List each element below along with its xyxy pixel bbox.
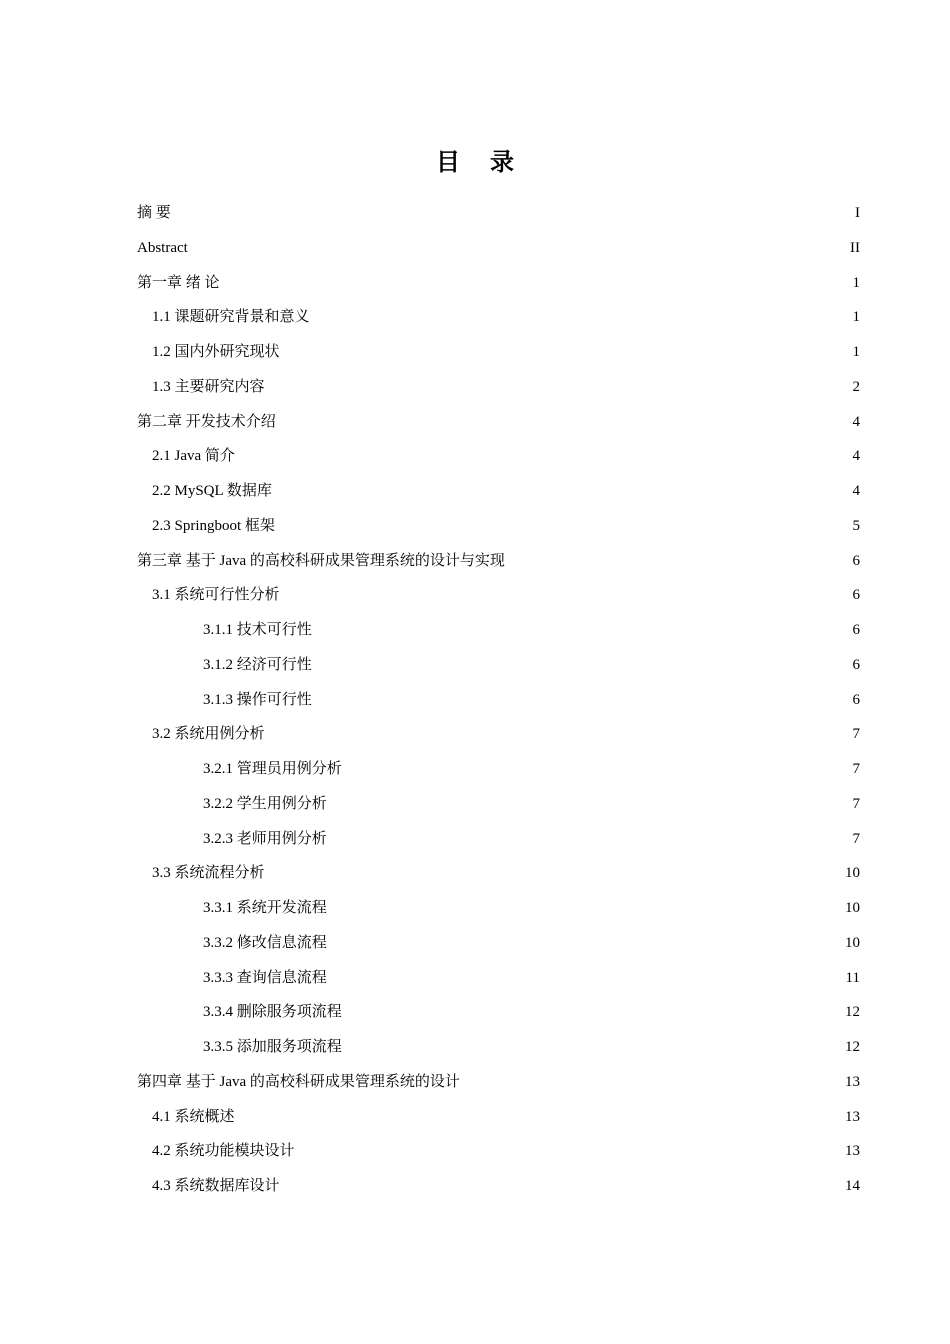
toc-entry-page-number: 6 — [852, 622, 860, 638]
toc-entry[interactable] — [137, 300, 860, 335]
toc-entry-page-number: 10 — [845, 934, 860, 951]
toc-entry-text: 3.2.1 管理员用例分析 — [203, 761, 342, 777]
toc-entry-text: 4.2 系统功能模块设计 — [152, 1143, 295, 1160]
toc-entry-text: 2.3 Springboot 框架 — [152, 517, 275, 534]
toc-entry-page-number: II — [850, 239, 860, 256]
toc-entry-text: 摘 要 — [137, 205, 171, 221]
toc-entry-text: 1.1 课题研究背景和意义 — [152, 309, 310, 326]
toc-entry-page-number: 14 — [845, 1178, 860, 1194]
toc-entry-text: 2.2 MySQL 数据库 — [152, 483, 272, 499]
toc-entry-page-number: 4 — [852, 413, 860, 430]
toc-entry-text: 3.2.3 老师用例分析 — [203, 830, 327, 847]
toc-entry-page-number: 7 — [852, 726, 860, 743]
toc-entry[interactable] — [137, 509, 860, 544]
toc-entry-text: 2.1 Java 简介 — [152, 448, 235, 465]
toc-entry-page-number: 1 — [852, 344, 860, 360]
toc-entry-text: 第一章 绪 论 — [137, 274, 220, 291]
toc-entry[interactable] — [137, 1065, 860, 1100]
toc-entry-page-number: 6 — [852, 656, 860, 673]
toc-entry-text: 3.3.1 系统开发流程 — [203, 900, 327, 916]
toc-entry[interactable] — [137, 231, 860, 266]
toc-entry-text: 第二章 开发技术介绍 — [137, 413, 276, 430]
toc-entry[interactable] — [137, 926, 860, 961]
toc-entry-page-number: 7 — [852, 830, 860, 847]
toc-entry[interactable] — [137, 1134, 860, 1169]
toc-entry[interactable] — [137, 822, 860, 857]
toc-entry-page-number: I — [855, 205, 860, 221]
toc-entry-page-number: 4 — [852, 483, 860, 499]
toc-entry-page-number: 13 — [845, 1073, 860, 1090]
toc-entry-text: 3.1.1 技术可行性 — [203, 622, 312, 638]
toc-entry-text: 3.1.3 操作可行性 — [203, 691, 312, 708]
toc-entry-text: 4.1 系统概述 — [152, 1108, 235, 1125]
toc-entry-page-number: 6 — [852, 552, 860, 569]
toc-entry-text: Abstract — [137, 239, 188, 256]
toc-entry-text: 第四章 基于 Java 的高校科研成果管理系统的设计 — [137, 1073, 460, 1090]
toc-entry-page-number: 10 — [845, 900, 860, 916]
toc-entry-text: 3.1.2 经济可行性 — [203, 656, 312, 673]
toc-entry-text: 第三章 基于 Java 的高校科研成果管理系统的设计与实现 — [137, 552, 505, 569]
toc-title: 目 录 — [436, 150, 526, 176]
toc-entry-page-number: 12 — [845, 1004, 860, 1021]
toc-entry[interactable] — [137, 717, 860, 752]
toc-entry[interactable] — [137, 196, 860, 231]
toc-entry[interactable] — [137, 1030, 860, 1065]
toc-entry[interactable] — [137, 266, 860, 301]
toc-entry-text: 3.2.2 学生用例分析 — [203, 795, 327, 812]
toc-entry-text: 1.3 主要研究内容 — [152, 378, 265, 395]
toc-entry[interactable] — [137, 856, 860, 891]
toc-entry-page-number: 11 — [845, 969, 860, 986]
toc-entry-page-number: 10 — [845, 865, 860, 882]
toc-entry-page-number: 13 — [845, 1108, 860, 1125]
toc-entry[interactable] — [137, 1169, 860, 1204]
toc-entry-page-number: 4 — [852, 448, 860, 465]
toc-entry[interactable] — [137, 891, 860, 926]
toc-entry[interactable] — [137, 613, 860, 648]
toc-entry-page-number: 6 — [852, 691, 860, 708]
toc-entry[interactable] — [137, 961, 860, 996]
toc-entry[interactable] — [137, 995, 860, 1030]
toc-list — [137, 196, 860, 1204]
toc-entry-text: 3.3.3 查询信息流程 — [203, 969, 327, 986]
toc-entry[interactable] — [137, 683, 860, 718]
toc-entry-page-number: 5 — [852, 517, 860, 534]
toc-entry[interactable] — [137, 752, 860, 787]
toc-entry[interactable] — [137, 335, 860, 370]
toc-entry[interactable] — [137, 578, 860, 613]
toc-entry-text: 3.3 系统流程分析 — [152, 865, 265, 882]
toc-entry-page-number: 12 — [845, 1039, 860, 1055]
toc-entry[interactable] — [137, 787, 860, 822]
toc-entry-text: 3.2 系统用例分析 — [152, 726, 265, 743]
toc-entry-text: 3.1 系统可行性分析 — [152, 587, 280, 604]
toc-entry-text: 3.3.5 添加服务项流程 — [203, 1039, 342, 1055]
toc-entry-text: 4.3 系统数据库设计 — [152, 1178, 280, 1194]
toc-entry-page-number: 1 — [852, 309, 860, 326]
toc-entry[interactable] — [137, 370, 860, 405]
toc-entry-page-number: 7 — [852, 795, 860, 812]
toc-entry-page-number: 7 — [852, 761, 860, 777]
toc-entry-page-number: 2 — [852, 378, 860, 395]
toc-entry-page-number: 6 — [852, 587, 860, 604]
toc-entry[interactable] — [137, 544, 860, 579]
toc-entry-page-number: 13 — [845, 1143, 860, 1160]
toc-entry[interactable] — [137, 648, 860, 683]
toc-entry[interactable] — [137, 474, 860, 509]
toc-entry-text: 1.2 国内外研究现状 — [152, 344, 280, 360]
toc-entry-text: 3.3.2 修改信息流程 — [203, 934, 327, 951]
toc-entry-text: 3.3.4 删除服务项流程 — [203, 1004, 342, 1021]
toc-entry-page-number: 1 — [852, 274, 860, 291]
toc-entry[interactable] — [137, 439, 860, 474]
toc-entry[interactable] — [137, 1100, 860, 1135]
toc-entry[interactable] — [137, 405, 860, 440]
